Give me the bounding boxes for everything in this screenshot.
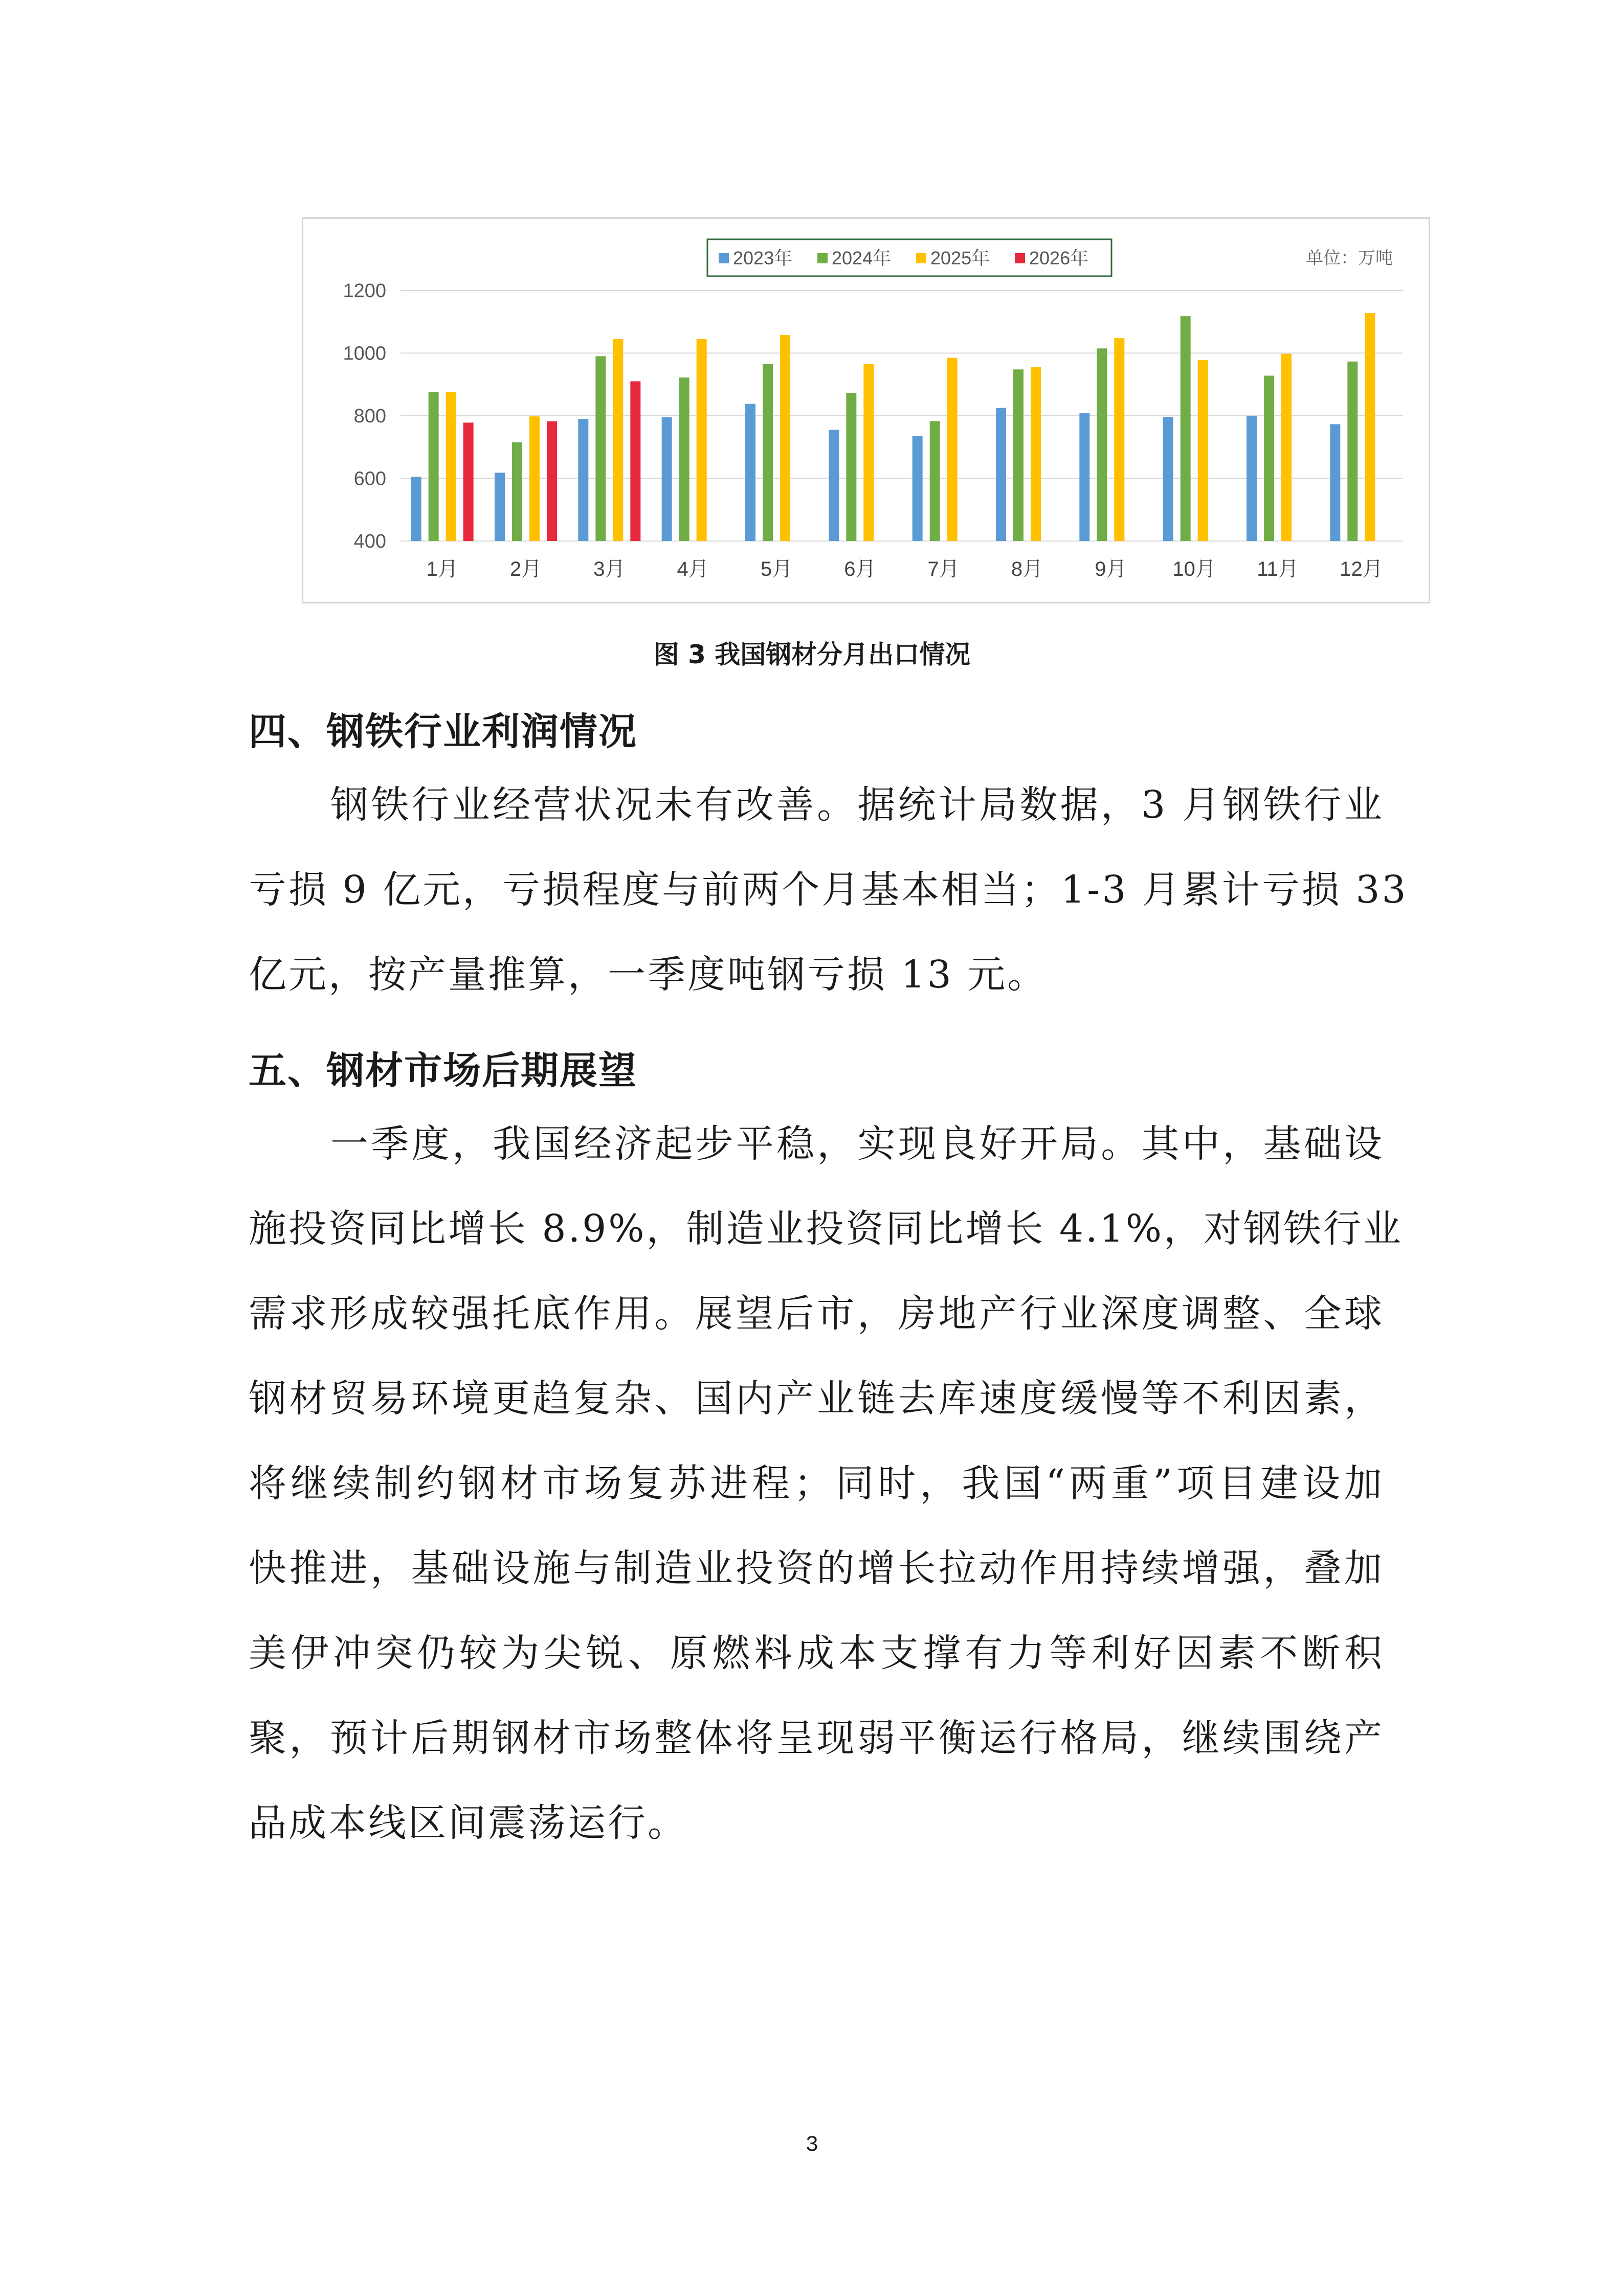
bar bbox=[613, 339, 623, 541]
bar bbox=[411, 477, 421, 541]
bar bbox=[1181, 316, 1191, 541]
paragraph-outlook bbox=[249, 1101, 1404, 1865]
bar bbox=[1079, 413, 1089, 541]
legend-swatch bbox=[817, 253, 828, 263]
bar bbox=[913, 436, 923, 541]
bar bbox=[630, 381, 640, 541]
bar-chart-svg bbox=[303, 219, 1432, 605]
page-number: 3 bbox=[806, 2131, 818, 2155]
paragraph-line: 亏损 9 亿元，亏损程度与前两个月基本相当；1-3 月累计亏损 33 bbox=[249, 868, 1408, 912]
bar bbox=[463, 422, 474, 541]
x-tick-label: 9月 bbox=[1095, 558, 1127, 580]
x-tick-label: 6月 bbox=[844, 558, 876, 580]
figure-caption: 图 3 我国钢材分月出口情况 bbox=[653, 640, 971, 669]
x-tick-label: 3月 bbox=[593, 558, 626, 580]
paragraph-line: 亿元，按产量推算，一季度吨钢亏损 13 元。 bbox=[249, 953, 1048, 997]
bar bbox=[745, 404, 755, 541]
bar bbox=[697, 339, 707, 541]
bar bbox=[863, 364, 874, 541]
paragraph-line: 聚，预计后期钢材市场整体将呈现弱平衡运行格局，继续围绕产 bbox=[249, 1716, 1384, 1760]
paragraph-line: 需求形成较强托底作用。展望后市，房地产行业深度调整、全球 bbox=[249, 1292, 1384, 1336]
x-tick-label: 7月 bbox=[927, 558, 960, 580]
unit-label: 单位：万吨 bbox=[1306, 249, 1393, 268]
x-tick-label: 10月 bbox=[1172, 558, 1216, 580]
x-tick-label: 2月 bbox=[509, 558, 542, 580]
legend-label: 2023年 bbox=[733, 247, 793, 268]
bar bbox=[829, 430, 839, 541]
section-heading-outlook: 五、钢材市场后期展望 bbox=[249, 1049, 637, 1093]
paragraph-line: 将继续制约钢材市场复苏进程；同时，我国“两重”项目建设加 bbox=[249, 1461, 1384, 1505]
bar bbox=[595, 356, 606, 541]
bar bbox=[1013, 369, 1024, 541]
paragraph-line: 钢材贸易环境更趋复杂、国内产业链去库速度缓慢等不利因素， bbox=[249, 1377, 1384, 1421]
bar bbox=[780, 335, 790, 541]
bar bbox=[1264, 376, 1274, 541]
bar bbox=[947, 358, 958, 541]
bar bbox=[996, 408, 1006, 541]
y-tick-label: 800 bbox=[353, 406, 386, 427]
paragraph-profit bbox=[249, 762, 1408, 1017]
x-tick-label: 12月 bbox=[1340, 558, 1383, 580]
legend-swatch bbox=[1015, 253, 1025, 263]
paragraph-line: 施投资同比增长 8.9%，制造业投资同比增长 4.1%，对钢铁行业 bbox=[249, 1207, 1404, 1251]
bar bbox=[763, 364, 773, 541]
y-tick-label: 400 bbox=[353, 531, 386, 552]
paragraph-line: 品成本线区间震荡运行。 bbox=[249, 1801, 687, 1845]
bar bbox=[512, 442, 522, 541]
bar bbox=[578, 419, 588, 541]
export-chart bbox=[302, 217, 1430, 603]
paragraph-line: 快推进，基础设施与制造业投资的增长拉动作用持续增强，叠加 bbox=[249, 1546, 1384, 1590]
paragraph-line: 美伊冲突仍较为尖锐、原燃料成本支撑有力等利好因素不断积 bbox=[249, 1631, 1384, 1675]
bar bbox=[1347, 362, 1358, 541]
legend-label: 2025年 bbox=[930, 247, 990, 268]
bar bbox=[529, 416, 540, 541]
bar bbox=[1163, 417, 1173, 541]
x-tick-label: 5月 bbox=[760, 558, 793, 580]
legend-swatch bbox=[916, 253, 926, 263]
x-tick-label: 4月 bbox=[677, 558, 709, 580]
bar bbox=[1330, 424, 1340, 541]
y-tick-label: 1200 bbox=[343, 280, 386, 302]
bar bbox=[547, 421, 557, 541]
bar bbox=[679, 377, 689, 541]
bar bbox=[446, 392, 456, 541]
paragraph-line: 钢铁行业经营状况未有改善。据统计局数据，3 月钢铁行业 bbox=[330, 783, 1384, 827]
bar bbox=[1281, 354, 1292, 541]
bar bbox=[1114, 338, 1124, 541]
y-tick-label: 1000 bbox=[343, 343, 386, 365]
bar bbox=[495, 472, 505, 541]
legend-label: 2024年 bbox=[832, 247, 892, 268]
bar bbox=[1097, 348, 1107, 541]
bar bbox=[1247, 416, 1257, 541]
x-tick-label: 8月 bbox=[1011, 558, 1043, 580]
legend-label: 2026年 bbox=[1029, 247, 1089, 268]
bar bbox=[1198, 360, 1208, 541]
legend-swatch bbox=[719, 253, 729, 263]
paragraph-line: 一季度，我国经济起步平稳，实现良好开局。其中，基础设 bbox=[330, 1122, 1384, 1166]
bar bbox=[1365, 313, 1375, 541]
section-heading-profit: 四、钢铁行业利润情况 bbox=[249, 710, 637, 754]
bar bbox=[662, 417, 672, 541]
y-tick-label: 600 bbox=[353, 468, 386, 490]
x-tick-label: 11月 bbox=[1257, 558, 1299, 580]
bar bbox=[429, 392, 439, 541]
bar bbox=[846, 393, 856, 541]
bar bbox=[930, 421, 940, 541]
bar bbox=[1031, 367, 1041, 541]
x-tick-label: 1月 bbox=[426, 558, 458, 580]
